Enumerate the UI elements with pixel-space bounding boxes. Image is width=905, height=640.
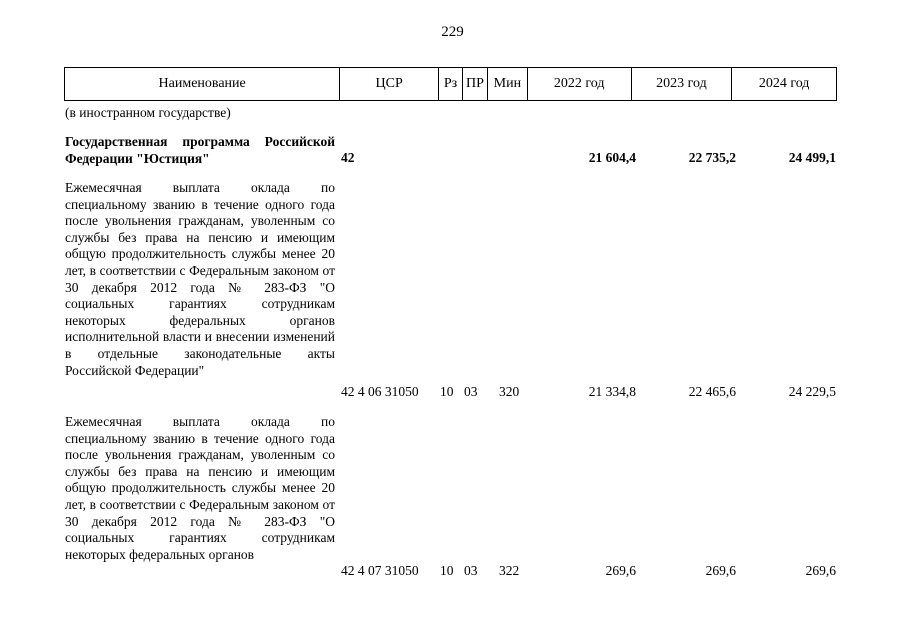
page-number: 229 (441, 24, 464, 40)
table-row-min-2: 322 (499, 563, 520, 578)
table-row-csr-1: 42 4 06 31050 (341, 384, 419, 399)
table-row-name-2: Ежемесячная выплата оклада по специальному званию в течение одного года после увольнения гражданам, уволенным со службы без права на пенсию и имеющим общую продолжительность службы менее 20 лет, в соответствии с Федеральным законом от 30 декабря 2012 года № 283-ФЗ "О социальных гарантиях сотрудникам некоторых федеральных органов (65, 414, 335, 562)
table-row-min-1: 320 (499, 384, 520, 399)
table-row-rz-2: 10 (440, 563, 454, 578)
table-row-csr-2: 42 4 07 31050 (341, 563, 419, 578)
table-row-2023-2: 269,6 (705, 563, 736, 578)
header-2024: 2024 год (758, 76, 810, 91)
table-row-pr-1: 03 (464, 384, 478, 399)
header-pr: ПР (463, 68, 488, 100)
header-2022: 2022 год (528, 68, 632, 100)
table-row-2022-0: 21 604,4 (588, 150, 636, 165)
table-row-pr-2: 03 (464, 563, 478, 578)
header-2023: 2023 год (632, 68, 733, 100)
table-row-name-1: Ежемесячная выплата оклада по специальному званию в течение одного года после увольнения гражданам, уволенным со службы без права на пенсию и имеющим общую продолжительность службы менее 20 лет, в соответствии с Федеральным законом от 30 декабря 2012 года № 283-ФЗ "О социальных гарантиях сотрудникам некоторых федеральных органов исполнительной власти и внесении изменений в отдельные законодательные акты Российской Федерации" (65, 180, 335, 378)
header-rz: Рз (439, 68, 463, 100)
header-min: Мин (488, 68, 528, 100)
header-name: Наименование (65, 68, 340, 100)
table-row-2024-0: 24 499,1 (788, 150, 836, 165)
table-row-2024-2: 269,6 (805, 563, 836, 578)
table-header (64, 67, 837, 101)
table-row-2022-2: 269,6 (605, 563, 636, 578)
table-row-2023-1: 22 465,6 (688, 384, 736, 399)
table-row-rz-1: 10 (440, 384, 454, 399)
header-csr: ЦСР (340, 68, 439, 100)
table-row-csr-0: 42 (341, 150, 355, 165)
table-row-2024-1: 24 229,5 (788, 384, 836, 399)
continuation-text: (в иностранном государстве) (65, 105, 231, 120)
table-row-name-0: Государственная программа Российской Федерации "Юстиция" (65, 134, 335, 166)
table-row-2022-1: 21 334,8 (588, 384, 636, 399)
table-row-2023-0: 22 735,2 (688, 150, 736, 165)
